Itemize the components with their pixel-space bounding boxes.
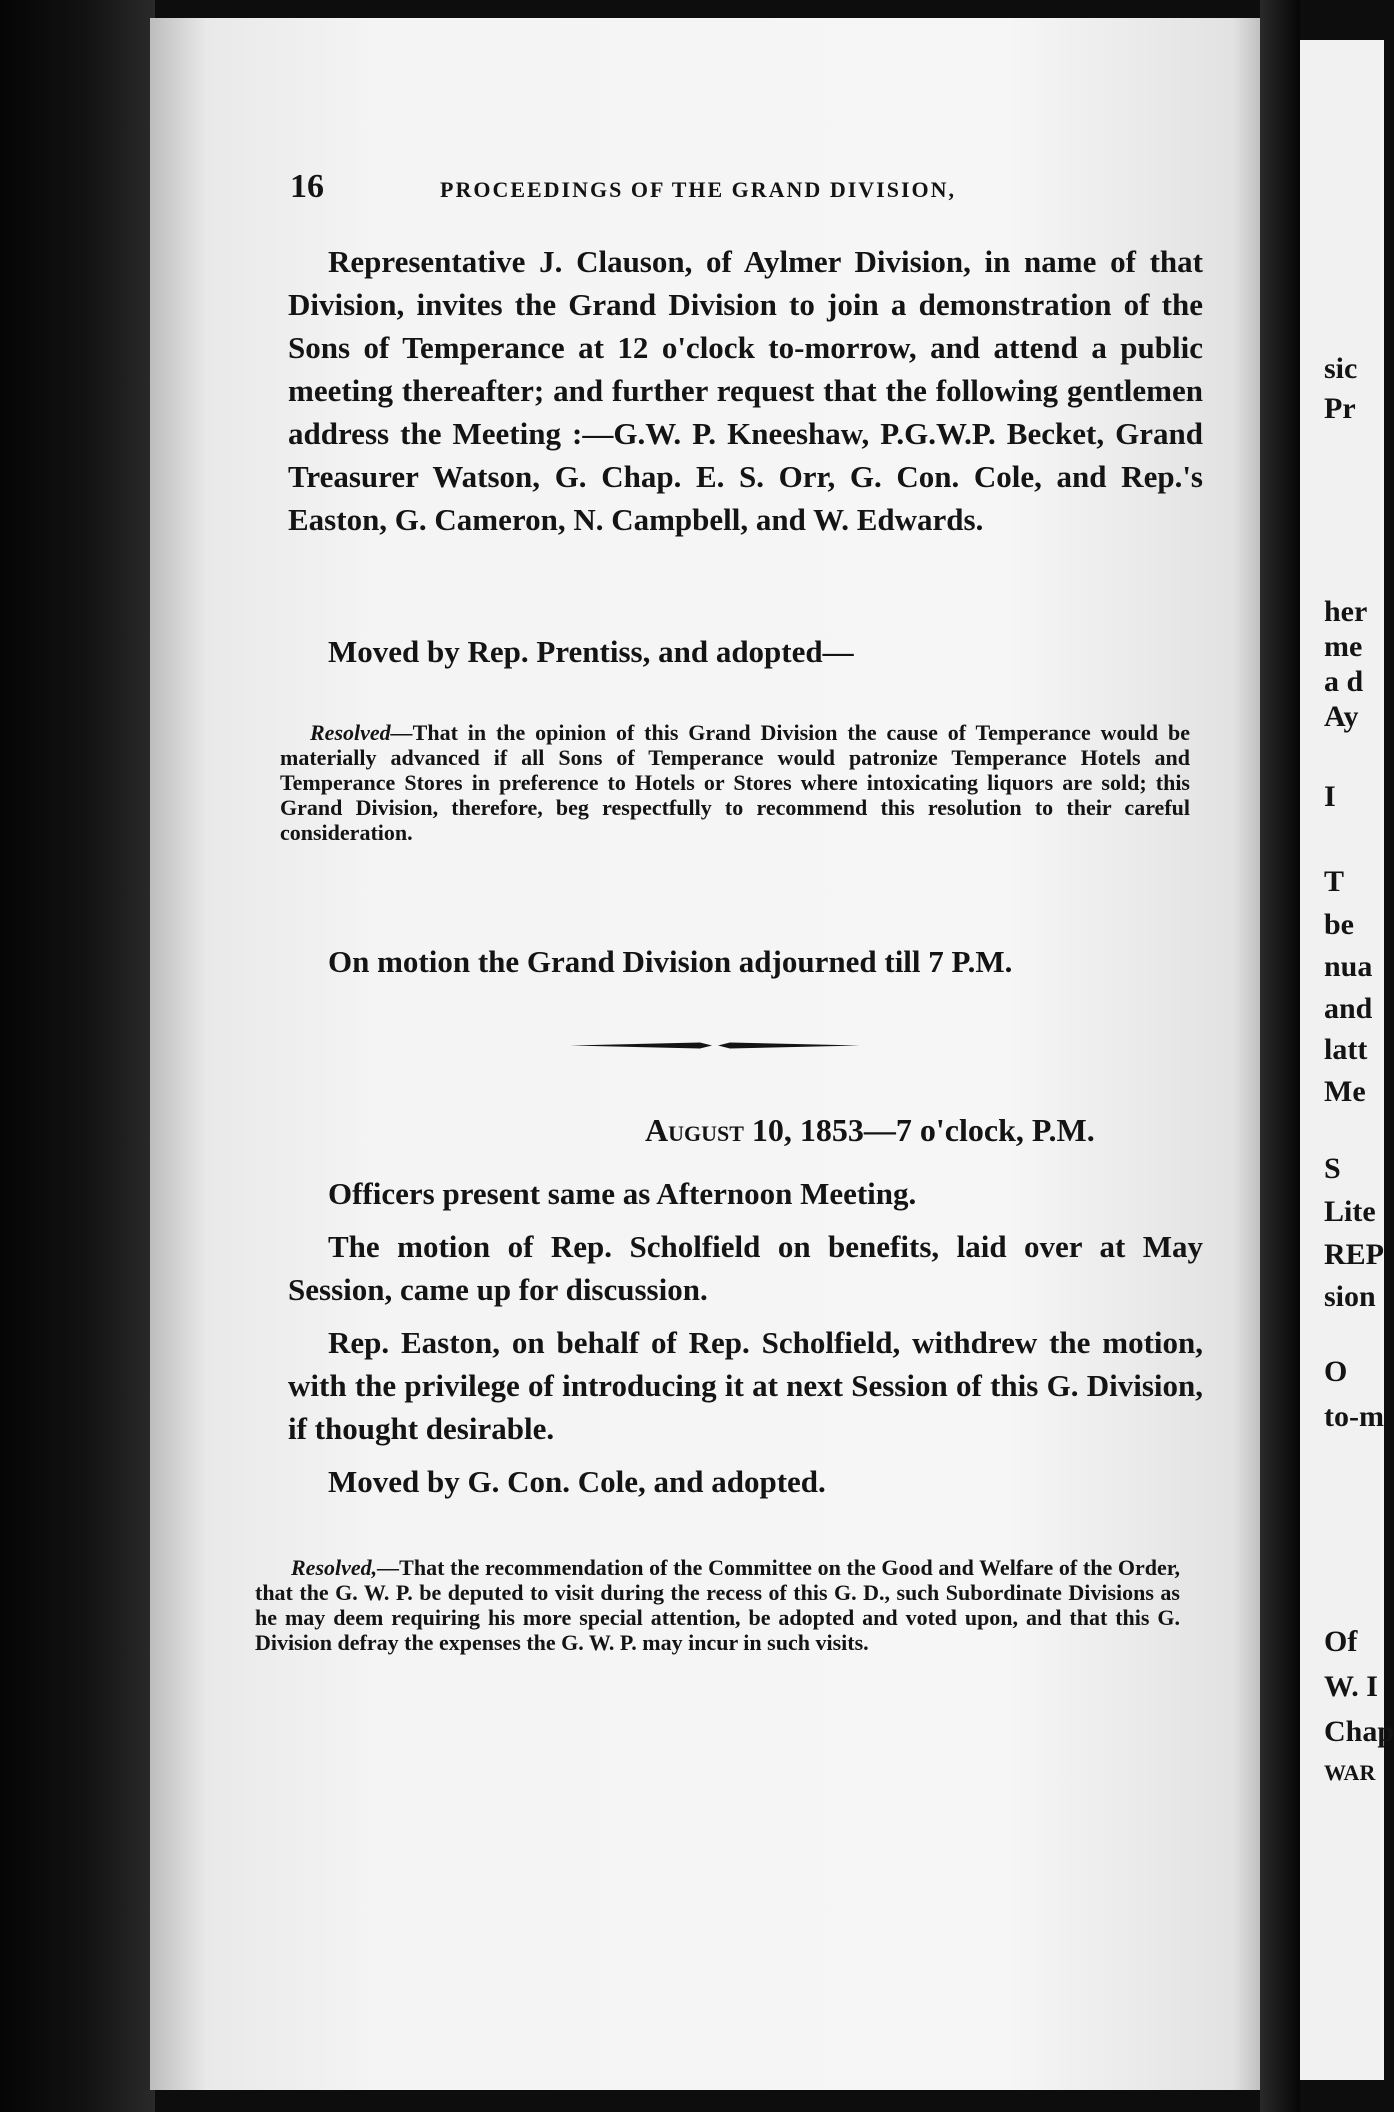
next-page-fragment: be bbox=[1324, 908, 1354, 941]
next-page-fragment: sion bbox=[1324, 1280, 1376, 1313]
next-page-fragment: to-m bbox=[1324, 1400, 1384, 1433]
next-page-fragment: Ay bbox=[1324, 700, 1359, 733]
next-page-fragment: and bbox=[1324, 992, 1373, 1025]
next-page-fragment: Lite bbox=[1324, 1195, 1376, 1228]
resolution-two bbox=[255, 1555, 1180, 1655]
adjacent-page-edge bbox=[1300, 40, 1394, 2080]
evening-proceedings bbox=[288, 1172, 1203, 1503]
next-page-fragment: Me bbox=[1324, 1075, 1366, 1108]
running-head bbox=[290, 168, 1240, 206]
clauson-paragraph: Representative J. Clauson, of Aylmer Division, in name of that Division, invites the Grand Division to join a demonstration of the Sons of Temperance at 12 o'clock to-morrow, and attend a public meeting thereafter; and further request that the following gentlemen address the Meeting :—G.W. P. Kneeshaw, P.G.W.P. Becket, Grand Treasurer Watson, G. Chap. E. S. Orr, G. Con. Cole, and Rep.'s Easton, G. Cameron, N. Campbell, and W. Edwards. bbox=[288, 244, 1203, 537]
officers-present: Officers present same as Afternoon Meeting. bbox=[328, 1176, 917, 1211]
next-page-fragment: WAR bbox=[1324, 1760, 1376, 1785]
next-page-fragment: W. I bbox=[1324, 1670, 1378, 1703]
page-header-title: PROCEEDINGS OF THE GRAND DIVISION, bbox=[440, 177, 957, 202]
next-page-fragment: sic bbox=[1324, 352, 1358, 385]
resolution-one-lead: Resolved— bbox=[310, 720, 413, 745]
next-page-fragment: Chap bbox=[1324, 1715, 1394, 1748]
prentiss-motion-block bbox=[288, 630, 1203, 673]
next-page-fragment: latt bbox=[1324, 1033, 1368, 1066]
next-page-fragment: I bbox=[1324, 780, 1336, 813]
easton-withdrawal: Rep. Easton, on behalf of Rep. Scholfield, withdrew the motion, with the privilege of introducing it at next Session of this G. Division, if thought desirable. bbox=[288, 1325, 1203, 1446]
next-page-fragment: S bbox=[1324, 1152, 1341, 1185]
section-divider bbox=[570, 1041, 860, 1050]
book-gutter bbox=[1260, 0, 1300, 2112]
adjourn-block bbox=[288, 940, 1203, 983]
next-page-fragment: T bbox=[1324, 865, 1345, 898]
resolution-one-text: That in the opinion of this Grand Division the cause of Temperance would be materially advanced if all Sons of Temperance would patronize Temperance Hotels and Temperance Stores in preference to Hotels or Stores where intoxicating liquors are sold; this Grand Division, therefore, beg respectfully to recommend this resolution to their careful consideration. bbox=[280, 720, 1190, 845]
prentiss-motion: Moved by Rep. Prentiss, and adopted— bbox=[328, 634, 854, 669]
resolution-two-lead: Resolved,— bbox=[291, 1555, 400, 1580]
clauson-paragraph-block bbox=[288, 240, 1203, 541]
resolution-two-text: That the recommendation of the Committee on the Good and Welfare of the Order, that the G. W. P. be deputed to visit during the recess of this G. D., such Subordinate Divisions as he may deem requiring his more special attention, be adopted and voted upon, and that this G. Division defray the expenses the G. W. P. may incur in such visits. bbox=[255, 1555, 1180, 1655]
scholfield-motion: The motion of Rep. Scholfield on benefits, laid over at May Session, came up for discussion. bbox=[288, 1229, 1203, 1307]
next-page-fragment: O bbox=[1324, 1355, 1348, 1388]
next-page-fragment: REP bbox=[1324, 1238, 1384, 1271]
adjourn-motion: On motion the Grand Division adjourned till 7 P.M. bbox=[328, 944, 1013, 979]
meeting-date bbox=[645, 1112, 1095, 1149]
scan-border-left bbox=[0, 0, 155, 2112]
next-page-fragment: Of bbox=[1324, 1625, 1358, 1658]
meeting-date-month: August bbox=[645, 1112, 744, 1148]
next-page-fragment: nua bbox=[1324, 950, 1373, 983]
cole-motion: Moved by G. Con. Cole, and adopted. bbox=[328, 1464, 826, 1499]
next-page-fragment: me bbox=[1324, 630, 1363, 663]
next-page-fragment: her bbox=[1324, 595, 1368, 628]
meeting-date-rest: 10, 1853—7 o'clock, P.M. bbox=[743, 1112, 1095, 1148]
page-number: 16 bbox=[290, 168, 324, 205]
next-page-fragment: Pr bbox=[1324, 392, 1356, 425]
resolution-one bbox=[280, 720, 1190, 845]
next-page-fragment: a d bbox=[1324, 665, 1364, 698]
